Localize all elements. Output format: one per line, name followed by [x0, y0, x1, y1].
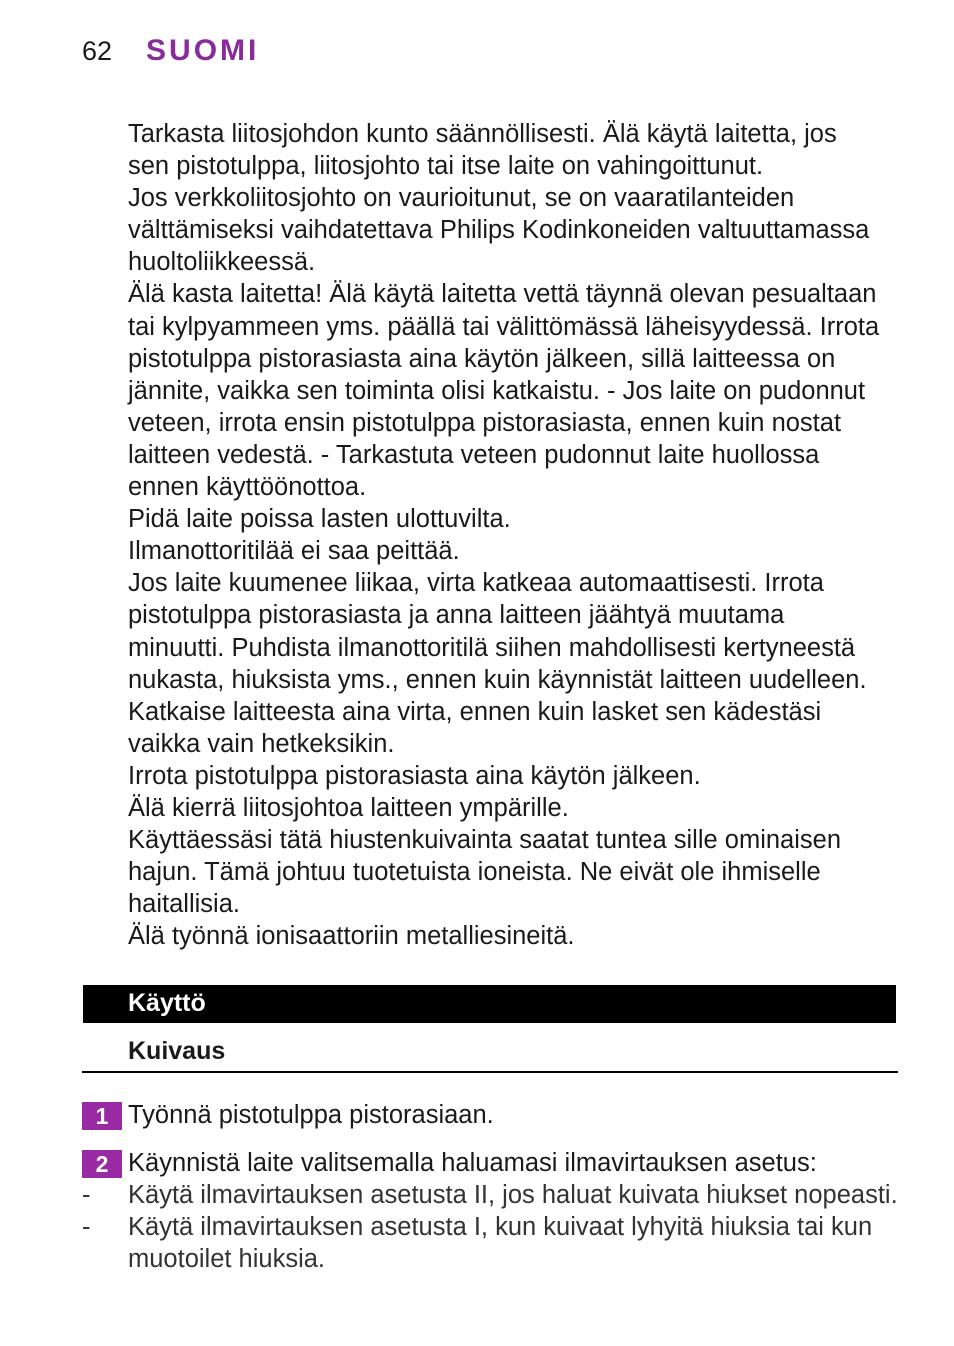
- list-item: [82, 1211, 902, 1275]
- step-number-badge: 1: [82, 1102, 122, 1130]
- subsection-title: Kuivaus: [128, 1037, 226, 1065]
- bullet-dash: -: [82, 1181, 91, 1209]
- bullet-text: Käytä ilmavirtauksen asetusta I, kun kuivaat lyhyitä hiuksia tai kun muotoilet hiuksia.: [128, 1213, 873, 1273]
- language-title: SUOMI: [146, 34, 260, 67]
- warning-paragraph: Pidä laite poissa lasten ulottuvilta.: [128, 505, 511, 534]
- bullet-text: Käytä ilmavirtauksen asetusta II, jos haluat kuivata hiukset nopeasti.: [128, 1181, 898, 1209]
- warning-paragraph: Katkaise laitteesta aina virta, ennen kuin lasket sen kädestäsi vaikka vain hetkeksikin.: [128, 697, 822, 758]
- section-title: Käyttö: [128, 989, 206, 1017]
- warning-paragraph: Älä kierrä liitosjohtoa laitteen ympärille.: [128, 793, 569, 822]
- warning-paragraph: Älä kasta laitetta! Älä käytä laitetta vettä täynnä olevan pesualtaan tai kylpyammeen yms. päällä tai välittömässä läheisyydessä. Irrota pistotulppa pistorasiasta aina käytön jälkeen, sillä laitteessa on jännite, vaikka sen toiminta olisi katkaistu. - Jos laite on pudonnut veteen, irrota ensin pistotulppa pistorasiasta, ennen kuin nostat laitteen vedestä. - Tarkastuta veteen pudonnut laite huollossa ennen käyttöönottoa.: [128, 280, 880, 502]
- bullet-dash: -: [82, 1213, 91, 1241]
- warning-paragraph: Jos verkkoliitosjohto on vaurioitunut, se on vaaratilanteiden välttämiseksi vaihdatettava Philips Kodinkoneiden valtuuttamassa huoltoliikkeessä.: [128, 184, 870, 277]
- safety-warnings: [128, 118, 918, 952]
- section-heading-bar: [83, 985, 896, 1023]
- warning-paragraph: Älä työnnä ionisaattoriin metalliesineitä.: [128, 922, 575, 951]
- step-text: Työnnä pistotulppa pistorasiaan.: [128, 1101, 494, 1129]
- step-2-options: [82, 1179, 902, 1275]
- page-header: [82, 34, 259, 74]
- warning-paragraph: Käyttäessäsi tätä hiustenkuivainta saatat tuntea sille ominaisen hajun. Tämä johtuu tuotetuista ioneista. Ne eivät ole ihmiselle haitallisia.: [128, 826, 842, 919]
- warning-paragraph: Ilmanottoritilää ei saa peittää.: [128, 537, 460, 566]
- step-text: Käynnistä laite valitsemalla haluamasi ilmavirtauksen asetus:: [128, 1149, 817, 1177]
- warning-paragraph: Jos laite kuumenee liikaa, virta katkeaa automaattisesti. Irrota pistotulppa pistorasiasta ja anna laitteen jäähtyä muutama minuutti. Puhdista ilmanottoritilä siihen mahdollisesti kertyneestä nukasta, hiuksista yms., ennen kuin käynnistät laitteen uudelleen.: [128, 569, 867, 694]
- warning-paragraph: Irrota pistotulppa pistorasiasta aina käytön jälkeen.: [128, 761, 701, 790]
- list-item: [82, 1179, 902, 1211]
- page-number: 62: [82, 36, 113, 66]
- warning-paragraph: Tarkasta liitosjohdon kunto säännöllisesti. Älä käytä laitetta, jos sen pistotulppa, liitosjohto tai itse laite on vahingoittunut.: [128, 120, 837, 181]
- subsection-divider: [82, 1071, 898, 1073]
- step-number-badge: 2: [82, 1150, 122, 1178]
